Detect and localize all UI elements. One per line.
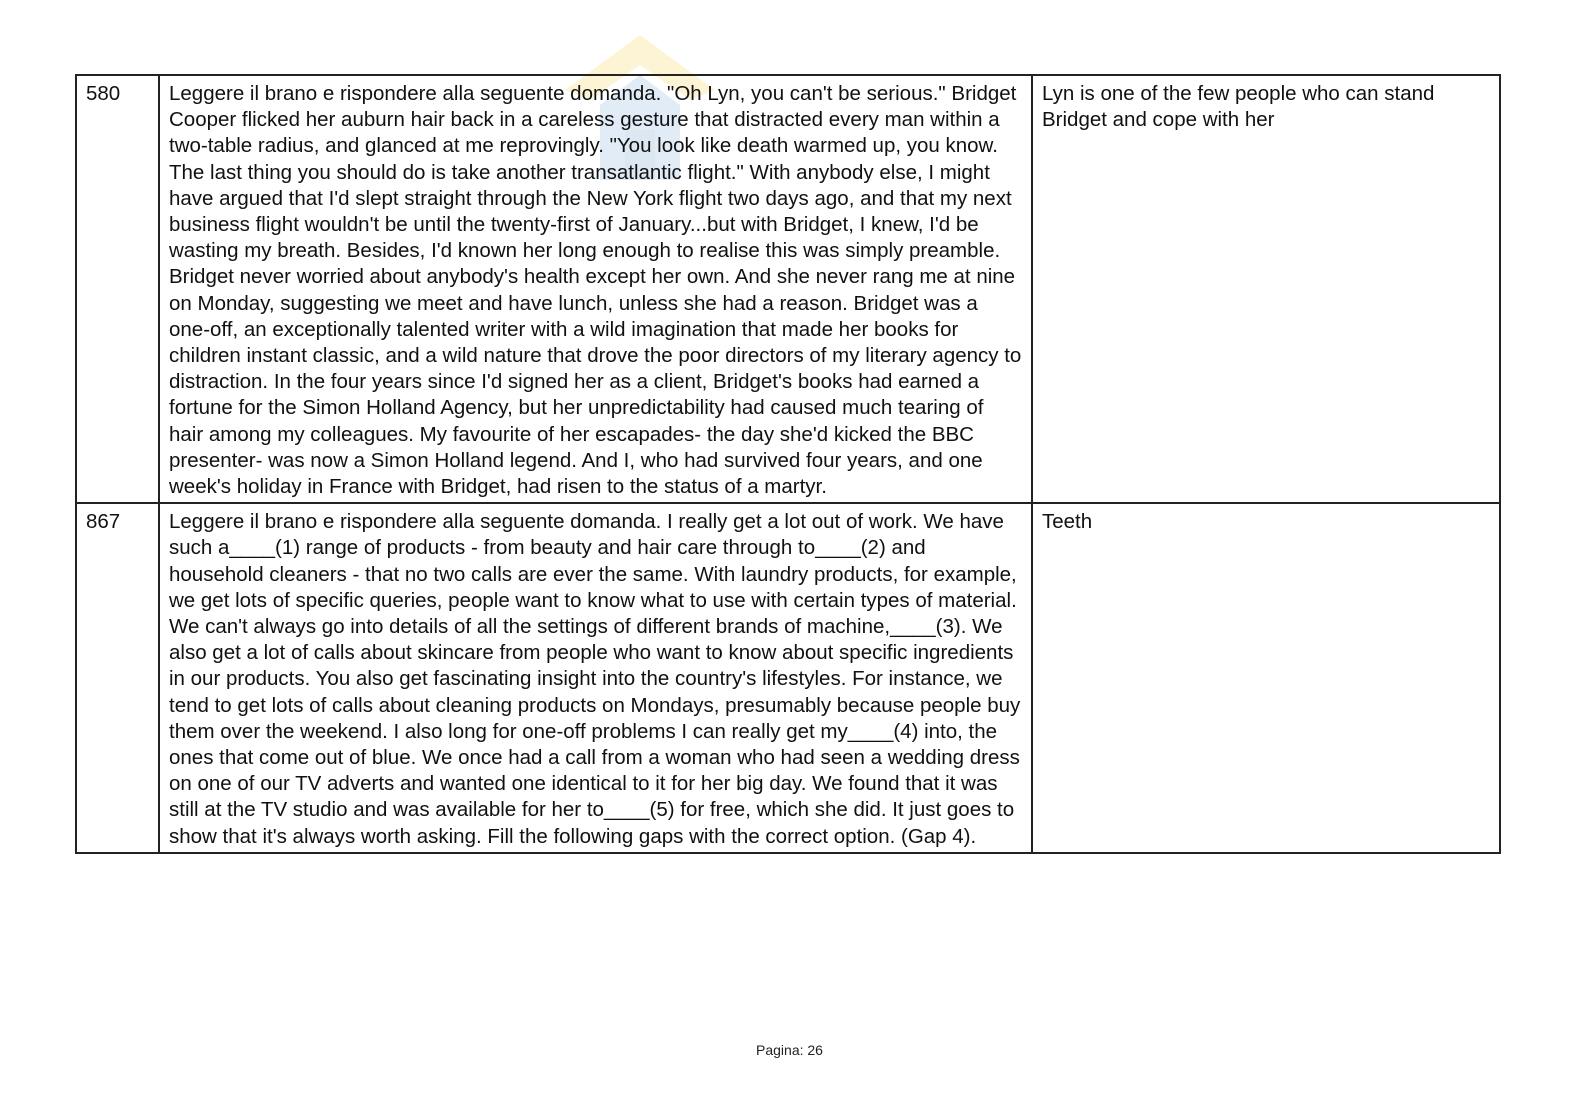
answer-cell <box>1032 75 1500 503</box>
question-number: 580 <box>86 82 121 105</box>
question-text: Leggere il brano e rispondere alla seguente domanda. I really get a lot out of work. We have such a____(1) range of products - from beauty and hair care through to____(2) and household cleaners - that no two calls are ever the same. With laundry products, for example, we get lots of specific queries, people want to know what to use with certain types of material. We can't always go into details of all the settings of different brands of machine,____(3). We also get a lot of calls about skincare from people who want to know about specific ingredients in our products. You also get fascinating insight into the country's lifestyles. For instance, we tend to get lots of calls about cleaning products on Mondays, presumably because people buy them over the weekend. I also long for one-off problems I can really get my____(4) into, the ones that come out of blue. We once had a call from a woman who had seen a wedding dress on one of our TV adverts and wanted one identical to it for her big day. We found that it was still at the TV studio and was available for her to____(5) for free, which she did. It just goes to show that it's always worth asking. Fill the following gaps with the correct option. (Gap 4). <box>169 510 1026 848</box>
answer-text: Lyn is one of the few people who can stand Bridget and cope with her <box>1042 82 1441 132</box>
question-number: 867 <box>86 510 121 534</box>
table-row <box>76 503 1500 853</box>
page-number-label: Pagina: 26 <box>756 1042 823 1058</box>
question-number-cell <box>76 75 159 503</box>
question-text-cell <box>159 75 1032 503</box>
question-text-cell <box>159 503 1032 853</box>
question-text: Leggere il brano e rispondere alla seguente domanda. "Oh Lyn, you can't be serious." Bridget Cooper flicked her auburn hair back in a careless gesture that distracted every man within a two-table radius, and glanced at me reprovingly. "You look like death warmed up, you know. The last thing you should do is take another transatlantic flight." With anybody else, I might have argued that I'd slept straight through the New York flight two days ago, and that my next business flight wouldn't be until the twenty-first of January...but with Bridget, I knew, I'd be wasting my breath. Besides, I'd known her long enough to realise this was simply preamble. Bridget never worried about anybody's health except her own. And she never rang me at nine on Monday, suggesting we meet and have lunch, unless she had a reason. Bridget was a one-off, an exceptionally talented writer with a wild imagination that made her books for children instant classic, and a wild nature that drove the poor directors of my literary agency to distraction. In the four years since I'd signed her as a client, Bridget's books had earned a fortune for the Simon Holland Agency, but her unpredictability had caused much tearing of hair among my colleagues. My favourite of her escapades- the day she'd kicked the BBC presenter- was now a Simon Holland legend. And I, who had survived four years, and one week's holiday in France with Bridget, had risen to the status of a martyr. <box>169 82 1028 499</box>
answer-text: Teeth <box>1042 510 1093 534</box>
table-row <box>76 75 1500 503</box>
question-number-cell <box>76 503 159 853</box>
answer-cell <box>1032 503 1500 853</box>
page-footer <box>0 1042 1579 1058</box>
question-answer-table <box>75 74 1501 854</box>
